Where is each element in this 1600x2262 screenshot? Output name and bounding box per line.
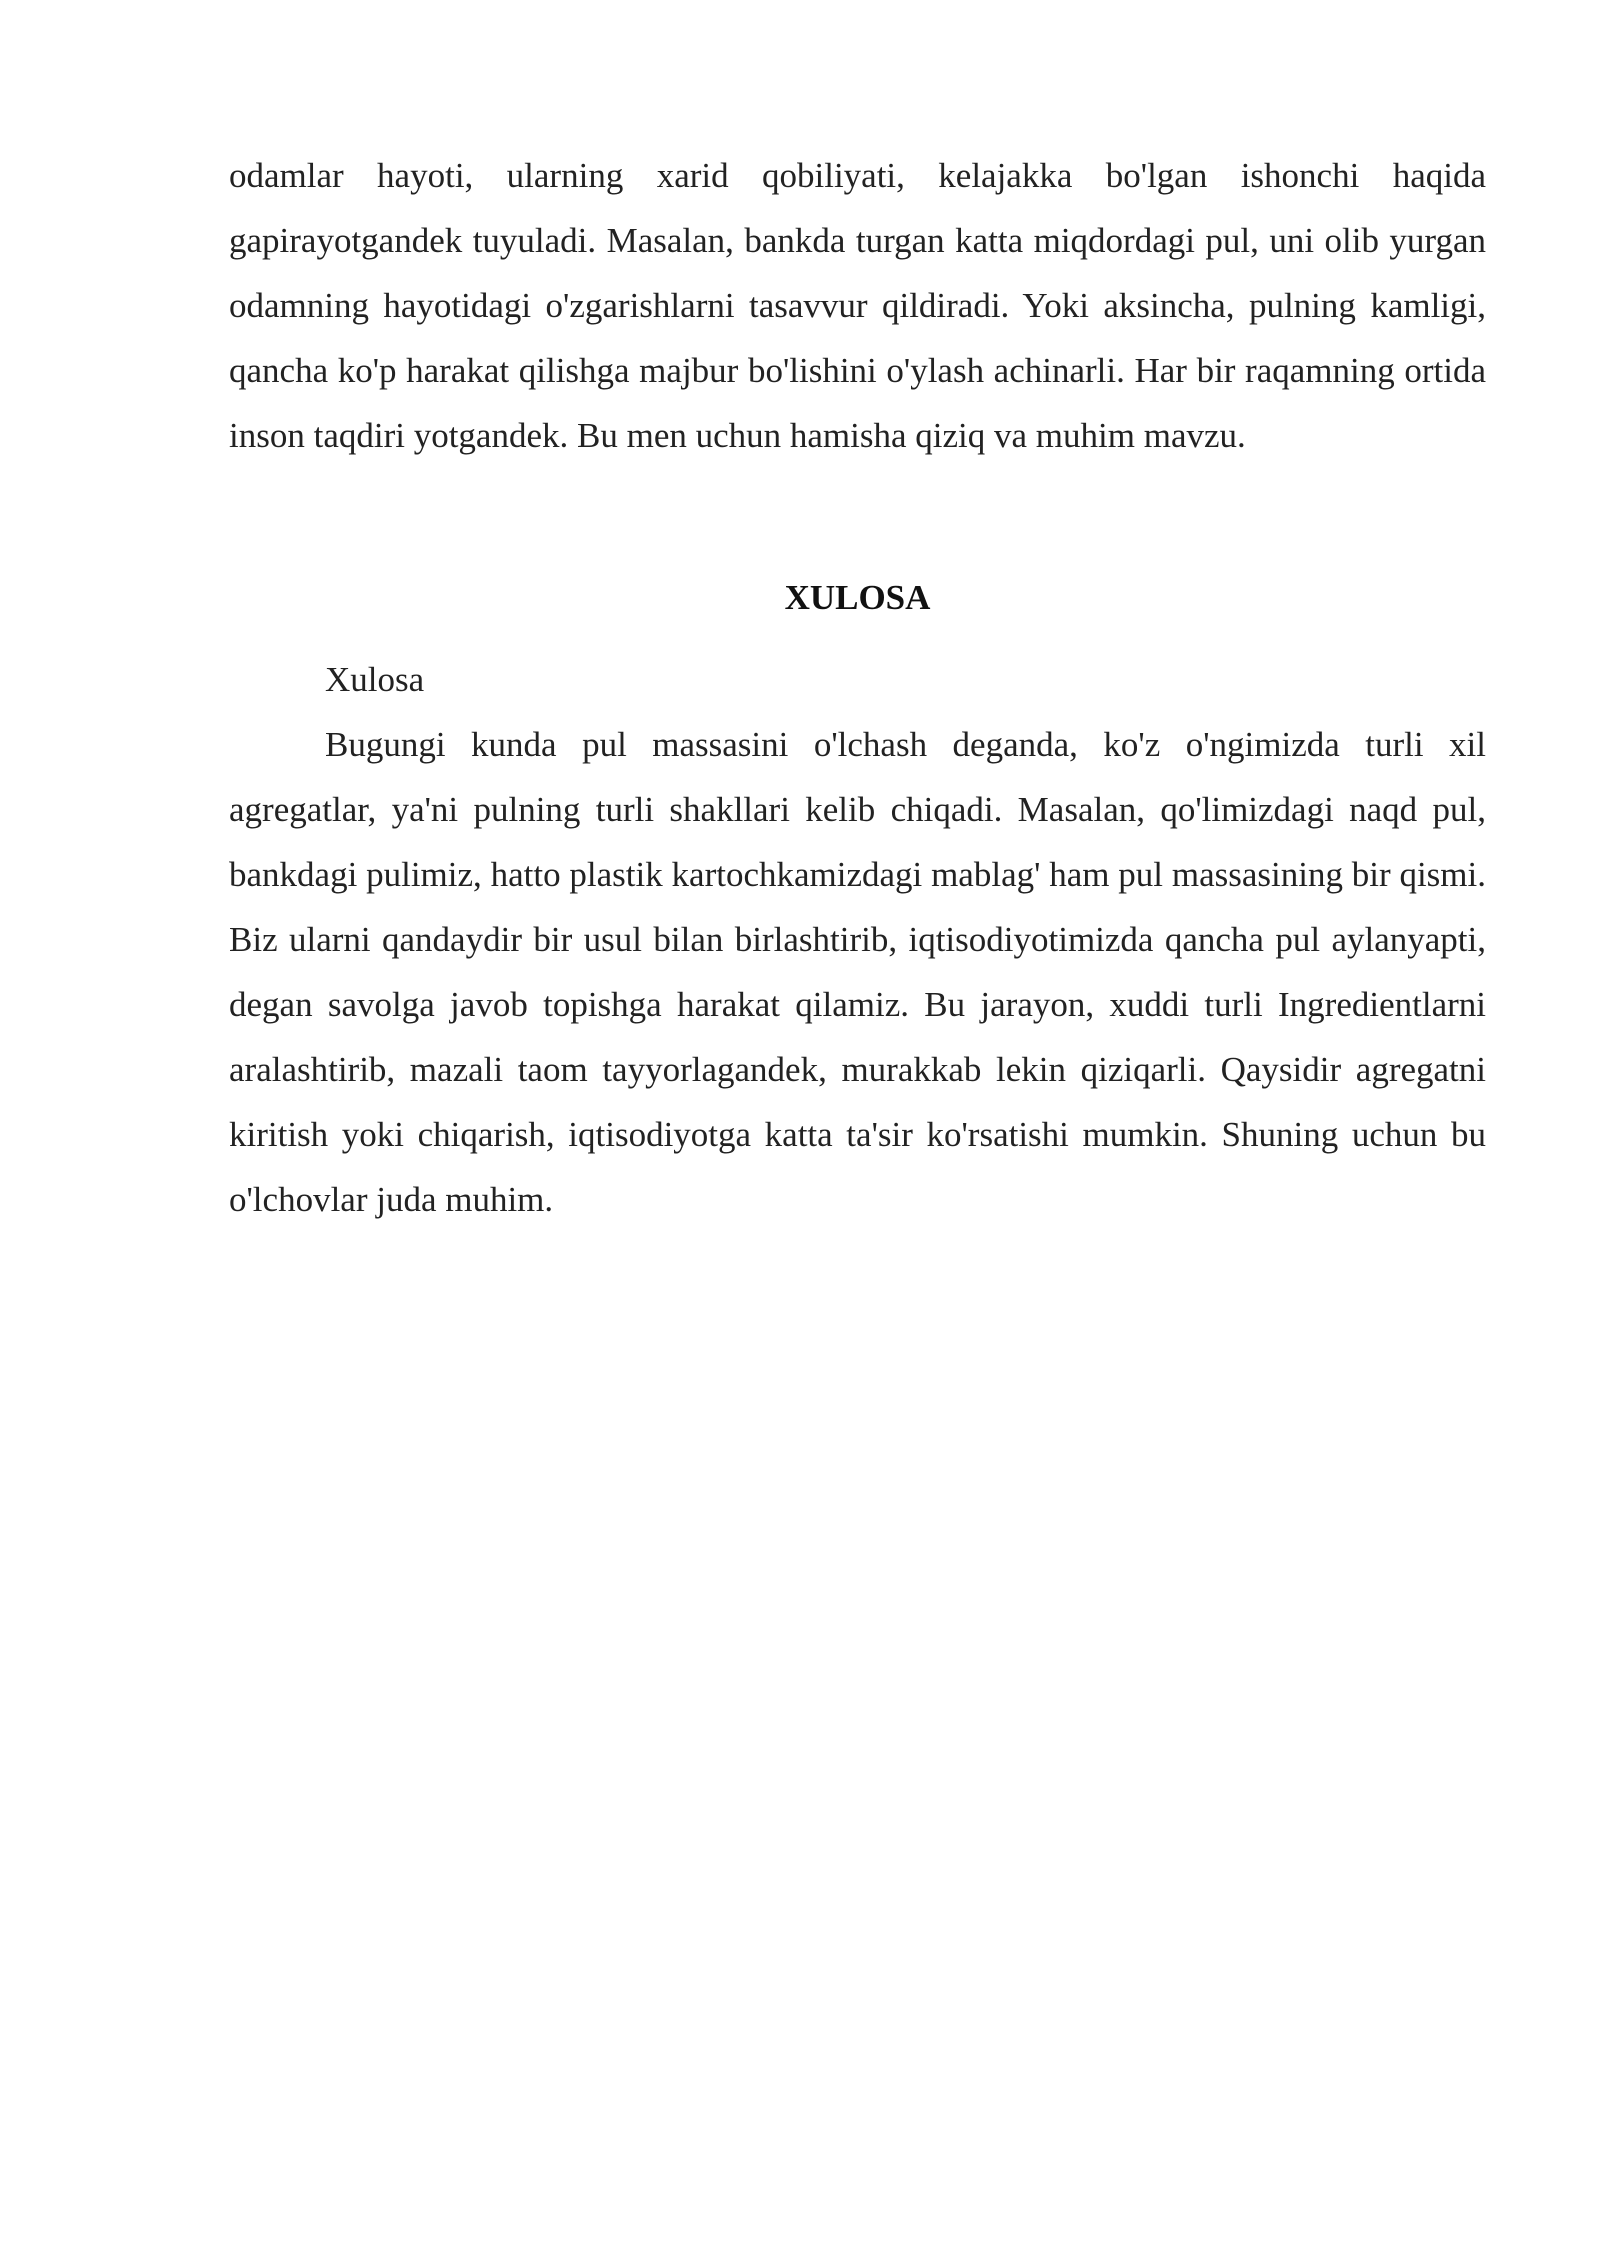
conclusion-text-block [229,647,1486,1232]
intro-paragraph: odamlar hayoti, ularning xarid qobiliyati, kelajakka bo'lgan ishonchi haqida gapirayotgandek tuyuladi. Masalan, bankda turgan katta miqdordagi pul, uni olib yurgan odamning hayotidagi o'zgarishlarni tasavvur qildiradi. Yoki aksincha, pulning kamligi, qancha ko'p harakat qilishga majbur bo'lishini o'ylash achinarli. Har bir raqamning ortida inson taqdiri yotgandek. Bu men uchun hamisha qiziq va muhim mavzu. [229,156,1486,455]
section-heading: XULOSA [784,578,931,617]
intro-text-block [229,143,1486,468]
section-subheading: Xulosa [325,660,425,699]
conclusion-paragraph: Bugungi kunda pul massasini o'lchash deganda, ko'z o'ngimizda turli xil agregatlar, ya'ni pulning turli shakllari kelib chiqadi. Masalan, qo'limizdagi naqd pul, bankdagi pulimiz, hatto plastik kartochkamizdagi mablag' ham pul massasining bir qismi. Biz ularni qandaydir bir usul bilan birlashtirib, iqtisodiyotimizda qancha pul aylanyapti, degan savolga javob topishga harakat qilamiz. Bu jarayon, xuddi turli Ingredientlarni aralashtirib, mazali taom tayyorlagandek, murakkab lekin qiziqarli. Qaysidir agregatni kiritish yoki chiqarish, iqtisodiyotga katta ta'sir ko'rsatishi mumkin. Shuning uchun bu o'lchovlar juda muhim. [229,725,1486,1219]
